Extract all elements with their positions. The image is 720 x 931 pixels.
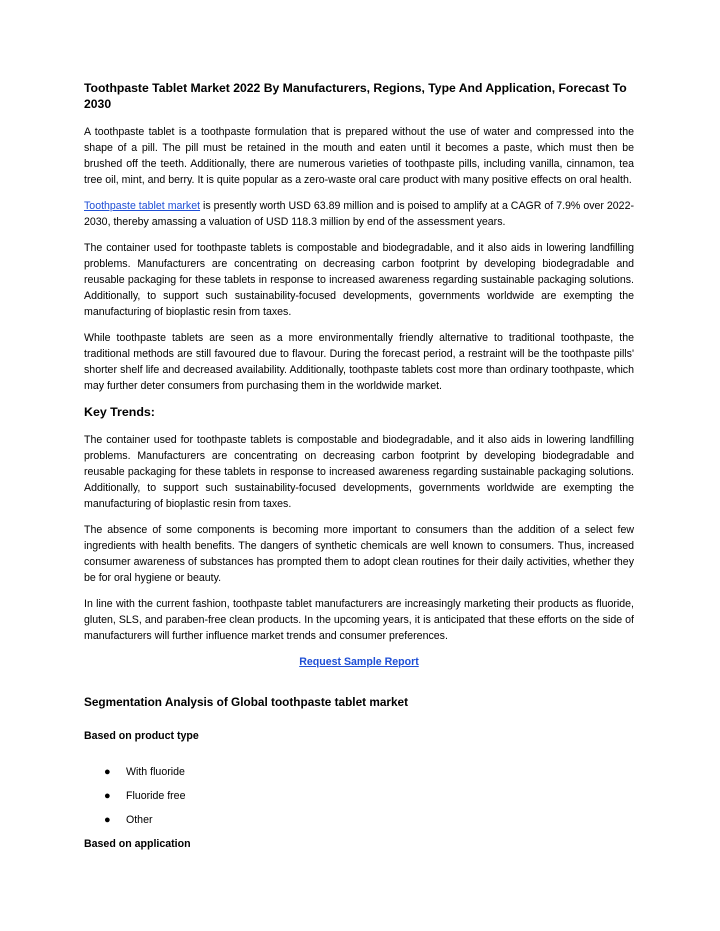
bullet-icon: ● (104, 814, 111, 826)
intro-paragraph: A toothpaste tablet is a toothpaste formulation that is prepared without the use of water and compressed into the shape of a pill. The pill must be retained in the mouth and eaten until it becomes a paste, which must then be brushed off the teeth. Additionally, there are numerous varieties of toothpaste pills, including vanilla, cinnamon, tea tree oil, mint, and berry. It is quite popular as a zero-waste oral care product with many positive effects on oral health. (84, 126, 634, 186)
market-size-text: is presently worth USD 63.89 million and is poised to amplify at a CAGR of 7.9% over 2022-2030, thereby amassing a valuation of USD 118.3 million by end of the assessment years. (84, 200, 634, 228)
bullet-icon: ● (104, 766, 111, 778)
list-item (104, 812, 634, 828)
key-trends-paragraph-1: The container used for toothpaste tablets is compostable and biodegradable, and it also aids in lowering landfilling problems. Manufacturers are concentrating on decreasing carbon footprint by developing biodegradable and reusable packaging for these tablets in response to increased awareness regarding sustainable packaging solutions. Additionally, to support such sustainability-focused developments, governments worldwide are exempting the manufacturing of bioplastic resin from taxes. (84, 434, 634, 510)
market-link[interactable]: Toothpaste tablet market (84, 200, 201, 212)
application-heading: Based on application (84, 838, 191, 850)
list-item (104, 764, 634, 780)
list-item (104, 788, 634, 804)
list-item-label: With fluoride (126, 766, 185, 778)
document-page (84, 80, 634, 852)
list-item-label: Other (126, 814, 153, 826)
bullet-icon: ● (104, 790, 111, 802)
market-size-paragraph (84, 198, 634, 230)
key-trends-paragraph-2: The absence of some components is becoming more important to consumers than the addition of a select few ingredients with health benefits. The dangers of synthetic chemicals are well known to consumers. Thus, increased consumer awareness of substances has prompted them to adopt clean routines for their daily activities, whether they be for oral hygiene or beauty. (84, 524, 634, 584)
segmentation-heading: Segmentation Analysis of Global toothpaste tablet market (84, 695, 409, 709)
document-title: Toothpaste Tablet Market 2022 By Manufacturers, Regions, Type And Application, Forecast To 2030 (84, 81, 627, 111)
request-sample-link[interactable]: Request Sample Report (299, 656, 419, 668)
list-item-label: Fluoride free (126, 790, 186, 802)
container-paragraph: The container used for toothpaste tablets is compostable and biodegradable, and it also aids in lowering landfilling problems. Manufacturers are concentrating on decreasing carbon footprint by developing biodegradable and reusable packaging for these tablets in response to increased awareness regarding sustainable packaging solutions. Additionally, to support such sustainability-focused developments, governments worldwide are exempting the manufacturing of bioplastic resin from taxes. (84, 242, 634, 318)
key-trends-paragraph-3: In line with the current fashion, toothpaste tablet manufacturers are increasingly marketing their products as fluoride, gluten, SLS, and paraben-free clean products. In the upcoming years, it is anticipated that these efforts on the side of manufacturers will further influence market trends and consumer preferences. (84, 598, 634, 642)
restraint-paragraph: While toothpaste tablets are seen as a more environmentally friendly alternative to traditional toothpaste, the traditional methods are still favoured due to flavour. During the forecast period, a restraint will be the toothpaste pills' shorter shelf life and decreased availability. Additionally, toothpaste tablets cost more than ordinary toothpaste, which may further deter consumers from purchasing them in the worldwide market. (84, 332, 634, 392)
key-trends-heading: Key Trends: (84, 405, 155, 419)
product-type-list (84, 764, 634, 828)
product-type-heading: Based on product type (84, 730, 199, 742)
request-sample-container (84, 654, 634, 670)
